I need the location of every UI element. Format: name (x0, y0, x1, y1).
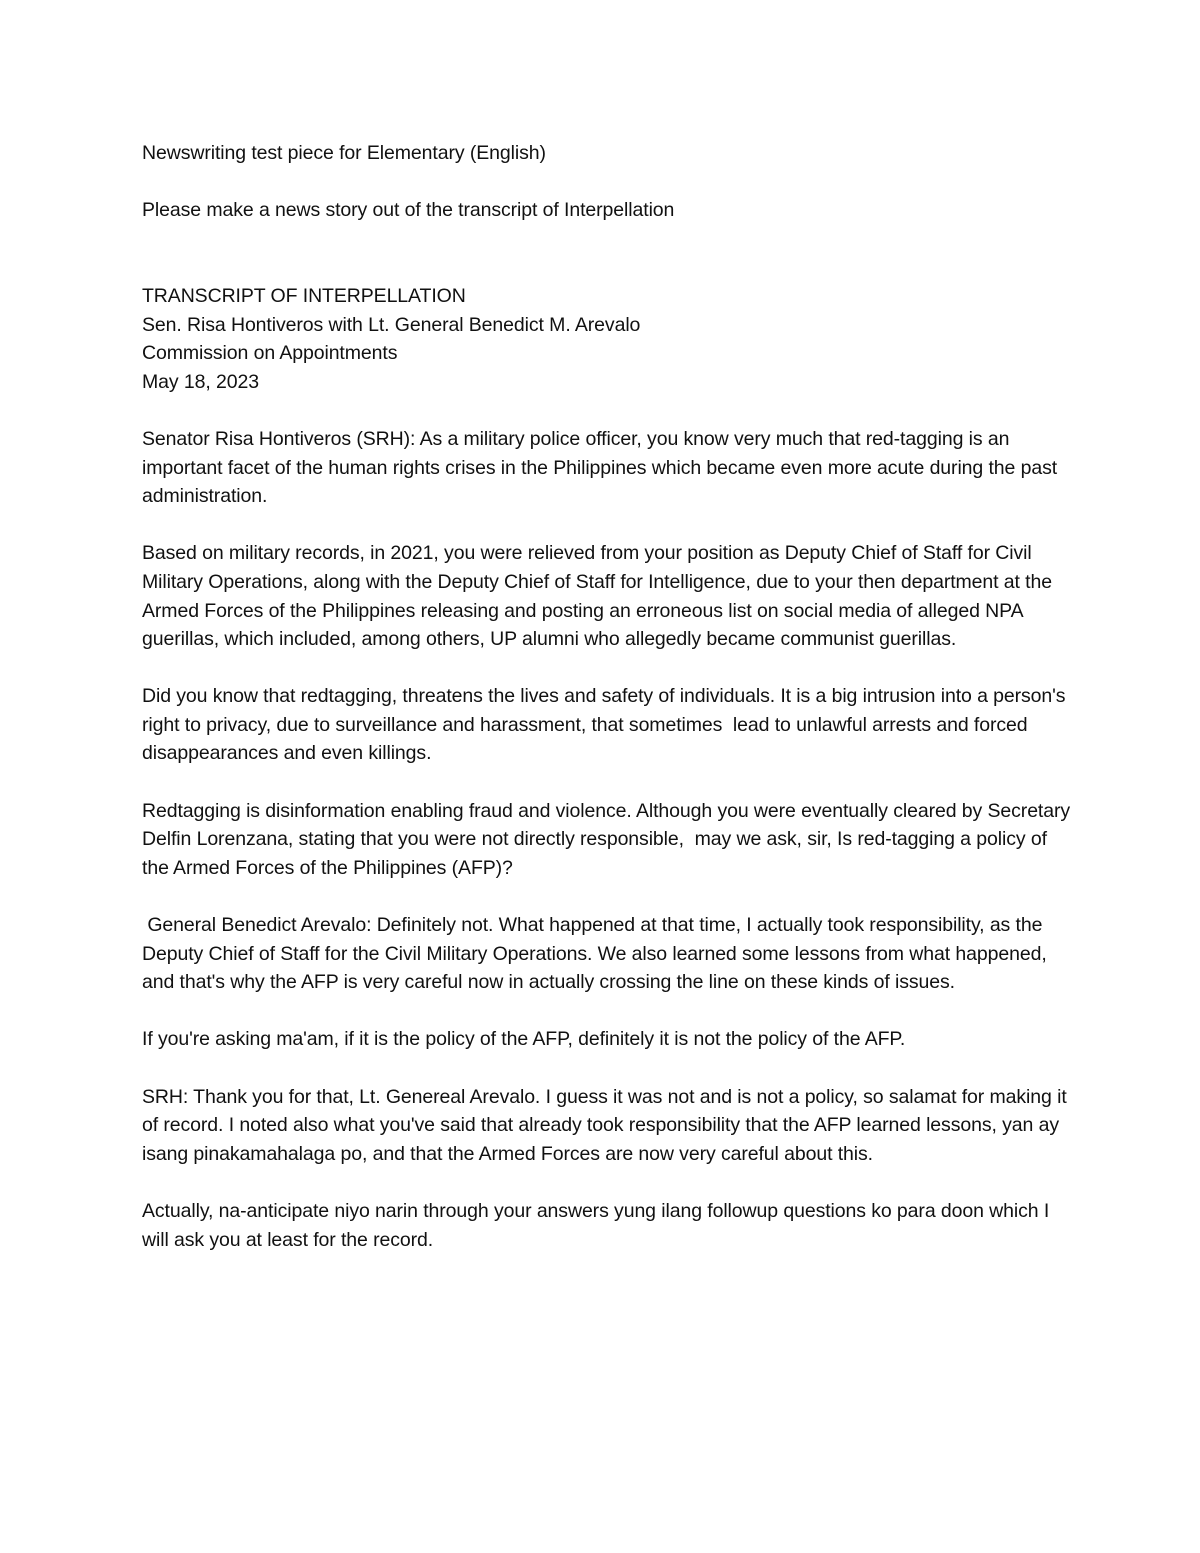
paragraph-srh-opening: Senator Risa Hontiveros (SRH): As a military police officer, you know very much that red-tagging is an important facet of the human rights crises in the Philippines which became even more acute during the past administration. (142, 427, 1063, 508)
paragraph-srh-followup: Actually, na-anticipate niyo narin through your answers yung ilang followup questions ko para doon which I will ask you at least for the record. (142, 1199, 1055, 1251)
paragraph-arevalo-answer: General Benedict Arevalo: Definitely not. What happened at that time, I actually took responsibility, as the Deputy Chief of Staff for the Civil Military Operations. We also learned some lessons from what happened, and that's why the AFP is very careful now in actually crossing the line on these kinds of issues. (142, 914, 1052, 994)
paragraph-military-records: Based on military records, in 2021, you were relieved from your position as Deputy Chief of Staff for Civil Military Operations, along with the Deputy Chief of Staff for Intelligence, due to your then department at the Armed Forces of the Philippines releasing and posting an erroneous list on social media of alleged NPA guerillas, which included, among others, UP alumni who allegedly became communist guerillas. (142, 542, 1057, 651)
paragraph-redtagging-question: Redtagging is disinformation enabling fraud and violence. Although you were eventually cleared by Secretary Delfin Lorenzana, stating that you were not directly responsible, may we ask, sir, Is red-tagging a policy of the Armed Forces of the Philippines (AFP)? (142, 799, 1076, 879)
transcript-date: May 18, 2023 (142, 370, 259, 393)
transcript-body: Commission on Appointments (142, 342, 398, 365)
paragraph-arevalo-policy: If you're asking ma'am, if it is the policy of the AFP, definitely it is not the policy of the AFP. (142, 1028, 906, 1051)
paragraph-redtagging-threat: Did you know that redtagging, threatens the lives and safety of individuals. It is a big intrusion into a person's right to privacy, due to surveillance and harassment, that sometimes lead to unlawful arrests and forced disappearances and even killings. (142, 685, 1071, 765)
paragraph-srh-thanks: SRH: Thank you for that, Lt. Genereal Arevalo. I guess it was not and is not a policy, so salamat for making it of record. I noted also what you've said that already took responsibility that the AFP learned lessons, yan ay isang pinakamahalaga po, and that the Armed Forces are now very careful about this. (142, 1085, 1072, 1165)
document-heading: Newswriting test piece for Elementary (English) (142, 142, 546, 164)
document-body (142, 139, 1076, 1254)
transcript-title: TRANSCRIPT OF INTERPELLATION (142, 284, 466, 307)
instruction-text: Please make a news story out of the transcript of Interpellation (142, 199, 675, 222)
transcript-header (142, 282, 1072, 396)
transcript-participants: Sen. Risa Hontiveros with Lt. General Benedict M. Arevalo (142, 313, 641, 336)
